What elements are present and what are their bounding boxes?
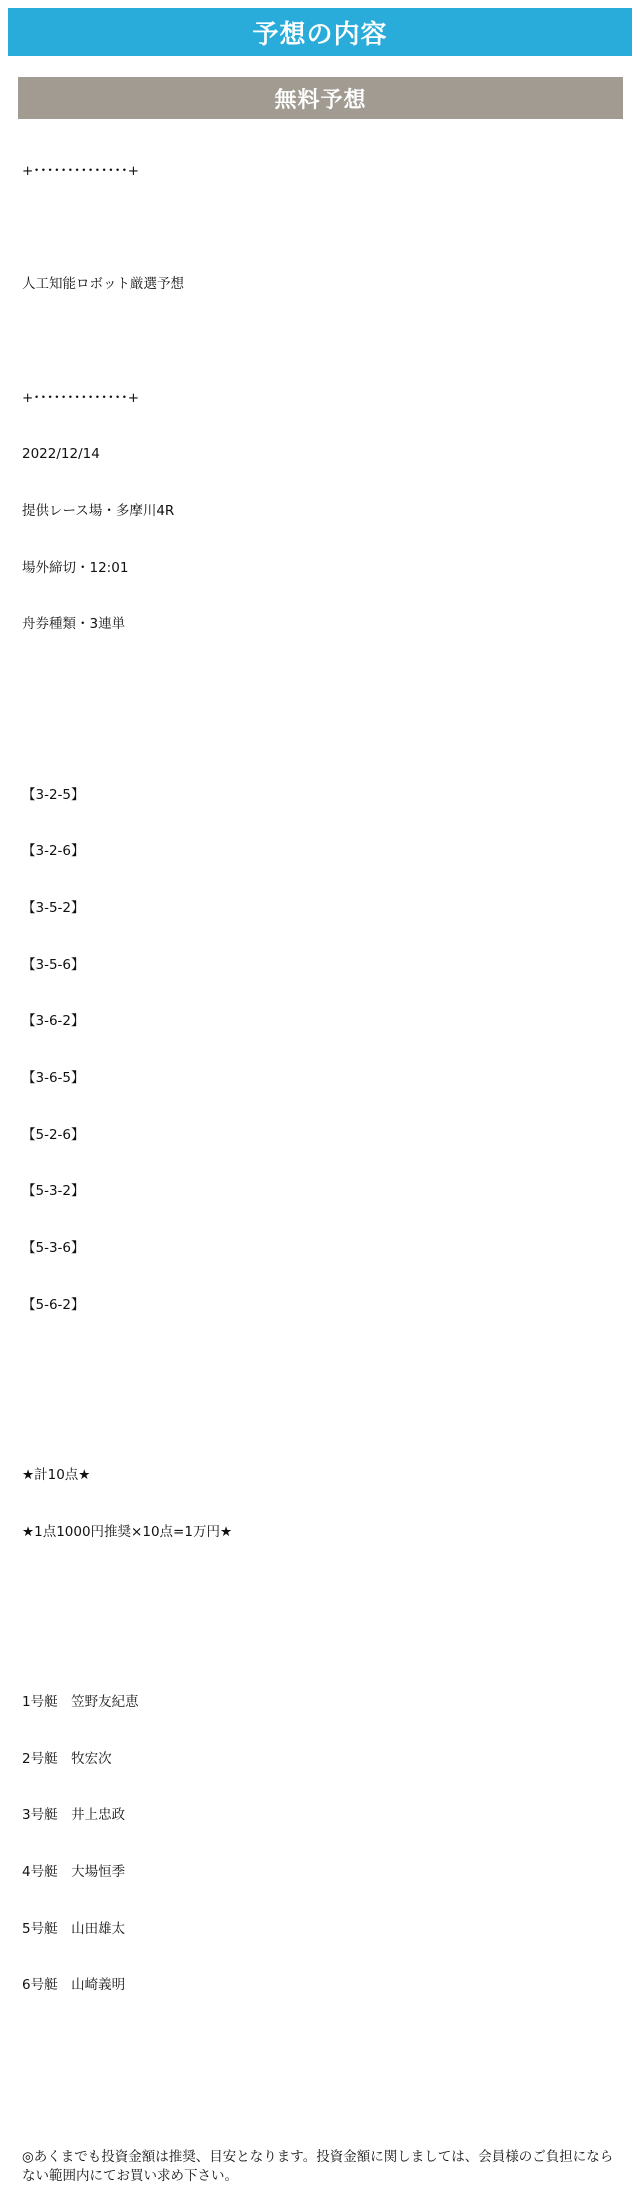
bet-recommendation: ★1点1000円推奨×10点=1万円★: [22, 1523, 233, 1540]
section-header: [18, 77, 623, 119]
boat-entry: 1号艇 笠野友紀恵: [22, 1693, 139, 1710]
total-points: ★計10点★: [22, 1467, 91, 1484]
combination-item: 【3-5-6】: [22, 956, 85, 973]
boat-list: [22, 1655, 622, 2033]
prediction-content: [22, 124, 622, 2205]
prediction-heading: 人工知能ロボット厳選予想: [22, 276, 184, 293]
combination-item: 【3-6-2】: [22, 1013, 85, 1030]
combination-list: [22, 748, 622, 1353]
combination-item: 【3-6-5】: [22, 1070, 85, 1087]
boat-entry: 5号艇 山田雄太: [22, 1920, 126, 1937]
combination-item: 【5-3-2】: [22, 1183, 85, 1200]
combination-item: 【3-2-6】: [22, 843, 85, 860]
divider-top: +･･････････････+: [22, 162, 140, 179]
divider-bottom: +･･････････････+: [22, 389, 140, 406]
combination-item: 【5-3-6】: [22, 1240, 85, 1257]
boat-entry: 6号艇 山崎義明: [22, 1977, 126, 1994]
race-deadline: 場外締切・12:01: [22, 559, 129, 576]
combination-item: 【3-5-2】: [22, 899, 85, 916]
investment-note: ◎あくまでも投資金額は推奨、目安となります。投資金額に関しましては、会員様のご負担にならない範囲内にてお買い求め下さい。: [22, 2149, 614, 2185]
page-title: 予想の内容: [252, 19, 388, 50]
race-date: 2022/12/14: [22, 446, 100, 463]
page-header: [8, 8, 632, 56]
boat-entry: 3号艇 井上忠政: [22, 1807, 126, 1824]
combination-item: 【5-6-2】: [22, 1296, 85, 1313]
bet-type: 舟券種類・3連単: [22, 616, 126, 633]
combination-item: 【5-2-6】: [22, 1126, 85, 1143]
boat-entry: 2号艇 牧宏次: [22, 1750, 112, 1767]
section-title: 無料予想: [274, 87, 367, 113]
combination-item: 【3-2-5】: [22, 786, 85, 803]
boat-entry: 4号艇 大場恒季: [22, 1863, 126, 1880]
race-venue: 提供レース場・多摩川4R: [22, 503, 175, 520]
